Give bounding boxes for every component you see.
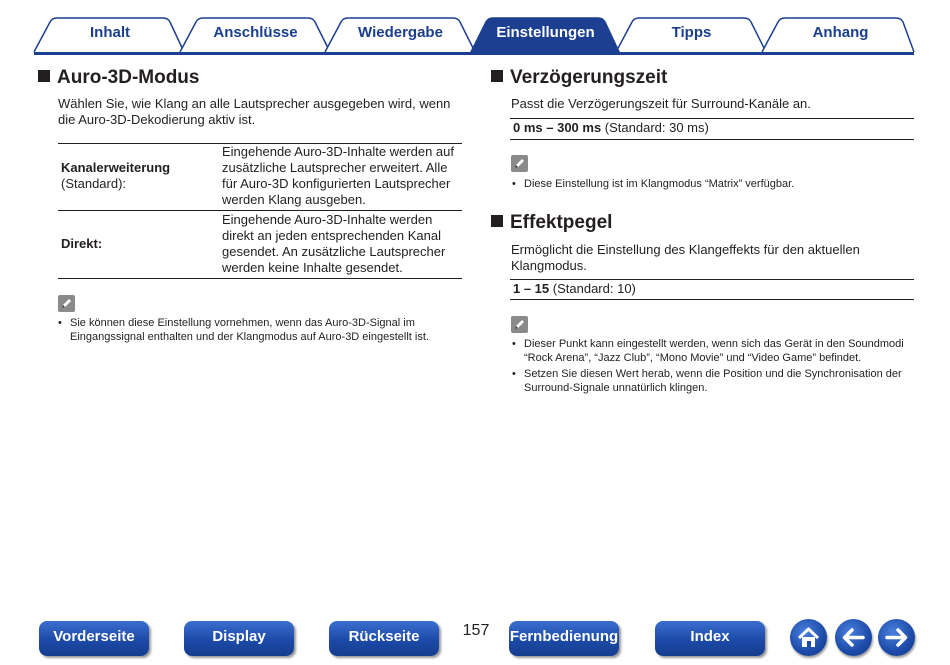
note-effektpegel-1: • Dieser Punkt kann eingestellt werden, wenn sich das Gerät in den Soundmodi “Rock Arena”, “Jazz Club”, “Mono Movie” und “Video Game” befindet.: [512, 338, 904, 364]
range-verzoegerungszeit: 0 ms – 300 ms (Standard: 30 ms): [513, 120, 709, 135]
table-desc-direkt: Eingehende Auro-3D-Inhalte werden direkt an jeden entsprechenden Kanal gesendet. An zusätzliche Lautsprecher werden keine Inhalte gesendet.: [222, 212, 446, 275]
tab-anhang[interactable]: Anhang: [812, 24, 869, 41]
nav-index-button[interactable]: Index: [655, 621, 765, 656]
section-intro-effektpegel: Ermöglicht die Einstellung des Klangeffekts für den aktuellen Klangmodus.: [511, 242, 860, 273]
nav-display-button[interactable]: Display: [184, 621, 294, 656]
section-title-auro-3d: Auro-3D-Modus: [38, 66, 199, 90]
heading-square-icon: [491, 215, 503, 227]
arrow-left-icon[interactable]: [835, 619, 872, 656]
note-auro-3d: • Sie können diese Einstellung vornehmen, wenn das Auro-3D-Signal im Eingangssignal enthalten und der Klangmodus auf Auro-3D eingestellt ist.: [58, 317, 429, 343]
heading-square-icon: [38, 70, 50, 82]
table-term-direkt: Direkt:: [61, 236, 103, 251]
note-effektpegel-2: • Setzen Sie diesen Wert herab, wenn die Position und die Synchronisation der Surround-Signale unnatürlich klingen.: [512, 368, 902, 394]
heading-square-icon: [491, 70, 503, 82]
tab-inhalt[interactable]: Inhalt: [90, 24, 130, 41]
home-icon[interactable]: [790, 619, 827, 656]
note-verzoegerungszeit: • Diese Einstellung ist im Klangmodus “Matrix” verfügbar.: [512, 178, 795, 190]
pencil-icon: [511, 155, 528, 172]
range-effektpegel: 1 – 15 (Standard: 10): [513, 281, 636, 296]
section-intro-verzoegerungszeit: Passt die Verzögerungszeit für Surround-Kanäle an.: [511, 96, 811, 111]
section-title-effektpegel: Effektpegel: [491, 211, 612, 235]
table-term-kanalerweiterung: Kanalerweiterung (Standard):: [61, 160, 171, 191]
tab-wiedergabe[interactable]: Wiedergabe: [358, 24, 443, 41]
tab-anschluesse[interactable]: Anschlüsse: [213, 24, 298, 41]
arrow-right-icon[interactable]: [878, 619, 915, 656]
table-rule-bottom: [58, 278, 462, 279]
pencil-icon: [511, 316, 528, 333]
nav-rueckseite-button[interactable]: Rückseite: [329, 621, 439, 656]
page-number: 157: [462, 622, 490, 639]
range-rule-top: [510, 118, 914, 119]
range-rule-top: [510, 279, 914, 280]
table-desc-kanalerweiterung: Eingehende Auro-3D-Inhalte werden auf zusätzliche Lautsprecher erweitert. Alle für Auro-3D konfigurierten Lautsprecher werden Klang ausgeben.: [222, 144, 454, 207]
table-rule-middle: [58, 210, 462, 211]
section-title-verzoegerungszeit: Verzögerungszeit: [491, 66, 667, 90]
pencil-icon: [58, 295, 75, 312]
range-rule-bottom: [510, 139, 914, 140]
tab-einstellungen[interactable]: Einstellungen: [496, 24, 595, 41]
range-rule-bottom: [510, 299, 914, 300]
nav-vorderseite-button[interactable]: Vorderseite: [39, 621, 149, 656]
tab-tipps[interactable]: Tipps: [671, 24, 712, 41]
section-intro-auro-3d: Wählen Sie, wie Klang an alle Lautsprecher ausgegeben wird, wenn die Auro-3D-Dekodierung aktiv ist.: [58, 96, 451, 127]
nav-fernbedienung-button[interactable]: Fernbedienung: [509, 621, 619, 656]
tab-bar: [0, 0, 950, 56]
